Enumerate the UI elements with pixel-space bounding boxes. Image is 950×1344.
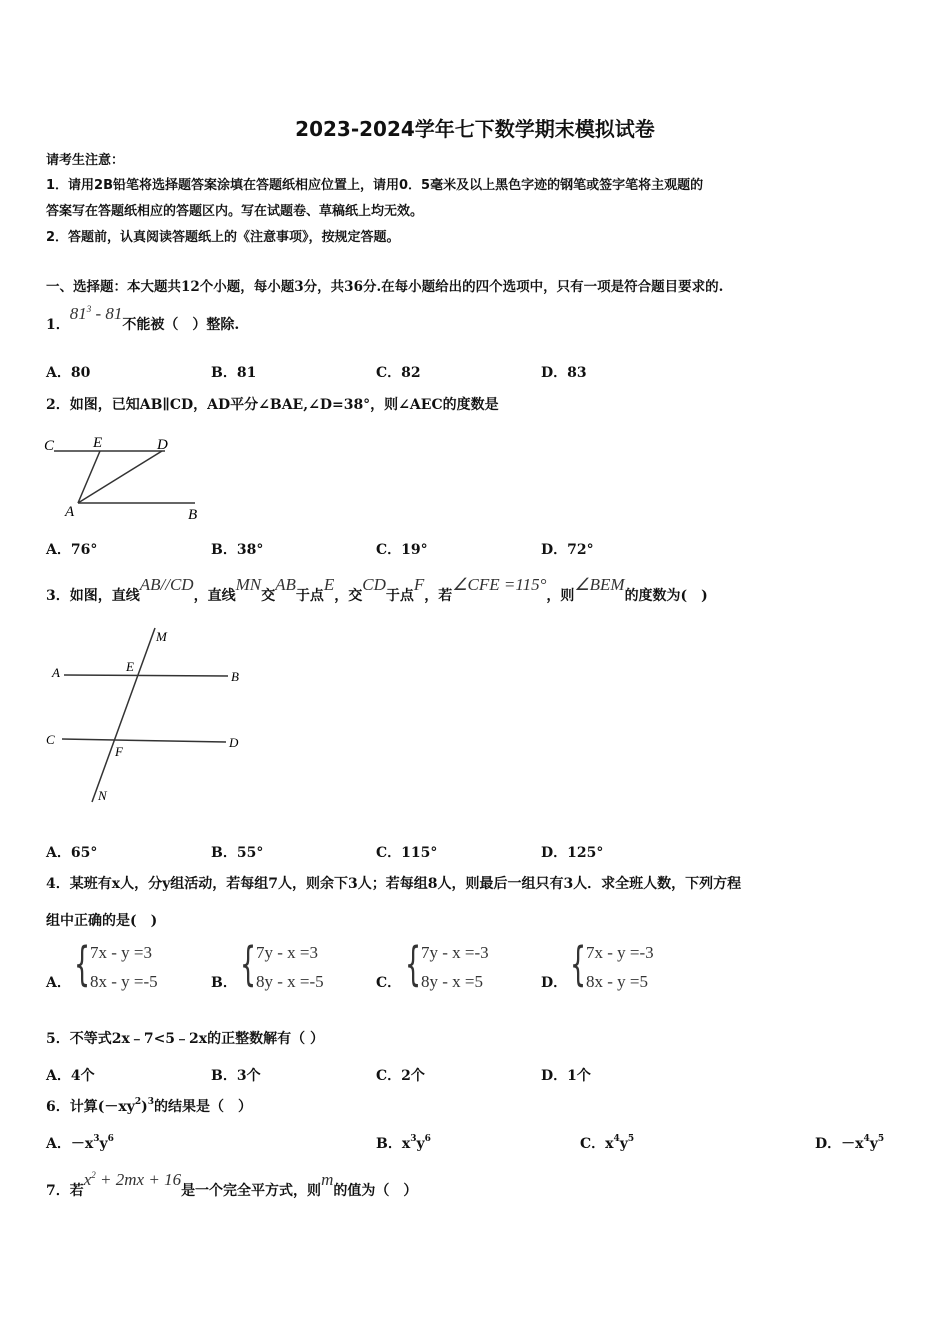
q7-text-2: 是一个完全平方式，则 <box>181 1183 322 1199</box>
label-c: C <box>46 732 55 747</box>
equation-2: 8x - y =5 <box>586 972 648 991</box>
q6-text-post: 的结果是（ ） <box>154 1099 253 1115</box>
exponent: 2 <box>91 1170 96 1180</box>
option-c[interactable]: C．82 <box>376 365 421 381</box>
option-c[interactable]: C．115° <box>376 845 438 861</box>
math-exponent: 3 <box>86 304 92 314</box>
label-a: A <box>65 504 75 520</box>
option-b[interactable]: B． <box>211 975 237 991</box>
exponent: 2 <box>134 1097 142 1107</box>
q3-text-9: 的度数为( ) <box>624 588 708 604</box>
label-n: N <box>98 788 107 803</box>
option-a[interactable]: A．4个 <box>46 1068 95 1084</box>
label-b: B <box>188 507 198 523</box>
label-m: M <box>156 629 167 644</box>
math-m: m <box>321 1170 334 1189</box>
question-5: 5．不等式2x﹣7<5﹣2x的正整数解有（ ） <box>46 1031 325 1047</box>
option-b[interactable]: B．55° <box>211 845 264 861</box>
math-mn: MN <box>235 575 262 594</box>
exponent: 3 <box>93 1134 100 1144</box>
label-a: A <box>52 665 60 680</box>
q7-text-3: 的值为（ ） <box>333 1183 418 1199</box>
option-c[interactable]: C． <box>376 975 402 991</box>
math-ab-parallel-cd: AB//CD <box>139 575 194 594</box>
brace-icon: { <box>405 937 422 991</box>
question-1 <box>46 304 240 334</box>
math-angle-bem: ∠BEM <box>574 575 625 594</box>
notice-line-1b: 答案写在答题纸相应的答题区内。写在试题卷、草稿纸上均无效。 <box>46 204 424 219</box>
exponent: 5 <box>627 1134 635 1144</box>
math-tail: - 81 <box>91 304 123 323</box>
label-e: E <box>93 435 103 451</box>
question-3 <box>46 575 708 605</box>
equation-1: 7x - y =3 <box>90 943 152 962</box>
option-text: C．x <box>580 1136 614 1152</box>
question-4-line-2: 组中正确的是( ) <box>46 913 158 929</box>
math-terms: + 2mx + 16 <box>95 1170 182 1189</box>
figure-q3 <box>40 622 260 812</box>
equation-2: 8y - x =5 <box>421 972 483 991</box>
option-text: B．x <box>376 1136 411 1152</box>
line-mn <box>92 628 155 802</box>
math-x: x <box>83 1170 92 1189</box>
option-b[interactable] <box>376 1133 431 1153</box>
line-cd <box>62 739 226 742</box>
option-text: y <box>869 1136 878 1152</box>
option-c[interactable]: C．2个 <box>376 1068 425 1084</box>
q7-text-1: 7．若 <box>46 1183 84 1199</box>
equation-2: 8x - y =-5 <box>90 972 158 991</box>
question-text: 不能被（ ）整除. <box>122 317 240 333</box>
q3-text-7: ，若 <box>424 588 453 604</box>
label-c: C <box>44 438 55 454</box>
brace-icon: { <box>74 937 91 991</box>
exponent: 4 <box>863 1134 870 1144</box>
option-text: y <box>99 1136 108 1152</box>
exponent: 5 <box>877 1134 885 1144</box>
option-a[interactable]: A．80 <box>46 365 91 381</box>
math-cd: CD <box>362 575 386 594</box>
question-4-line-1: 4．某班有x人，分y组活动，若每组7人，则余下3人；若每组8人，则最后一组只有3人．求全班人数，下列方程 <box>46 876 742 892</box>
label-b: B <box>231 669 239 684</box>
option-d[interactable]: D．83 <box>541 365 587 381</box>
exponent: 6 <box>107 1134 114 1144</box>
q3-text-2: ，直线 <box>193 588 236 604</box>
option-c[interactable] <box>580 1133 634 1153</box>
q3-text-6: 于点 <box>385 588 414 604</box>
notice-line-2: 2．答题前，认真阅读答题纸上的《注意事项》，按规定答题。 <box>46 230 400 245</box>
q3-text-8: ，则 <box>546 588 575 604</box>
equation-1: 7x - y =-3 <box>586 943 654 962</box>
equation-1: 7y - x =-3 <box>421 943 489 962</box>
option-a[interactable]: A．65° <box>46 845 98 861</box>
option-text: y <box>416 1136 425 1152</box>
notice-line-1a: 1．请用2B铅笔将选择题答案涂填在答题纸相应位置上，请用0．5毫米及以上黑色字迹的钢笔或签字笔将主观题的 <box>46 178 704 193</box>
equation-2: 8y - x =-5 <box>256 972 324 991</box>
question-2: 2．如图，已知AB∥CD，AD平分∠BAE,∠D=38°，则∠AEC的度数是 <box>46 397 499 413</box>
question-7 <box>46 1170 418 1200</box>
equation-1: 7y - x =3 <box>256 943 318 962</box>
math-angle-cfe: ∠CFE =115° <box>452 575 547 594</box>
q3-text-3: 交 <box>261 588 276 604</box>
page-title: 2023-2024学年七下数学期末模拟试卷 <box>295 117 655 141</box>
question-6 <box>46 1099 252 1116</box>
option-a[interactable]: A． <box>46 975 71 991</box>
math-ab: AB <box>275 575 296 594</box>
figure-q2 <box>40 430 220 525</box>
math-quadratic <box>84 1170 181 1189</box>
notice-heading: 请考生注意： <box>46 153 125 168</box>
exponent: 6 <box>424 1134 431 1144</box>
option-c[interactable]: C．19° <box>376 542 428 558</box>
option-a[interactable] <box>46 1133 114 1153</box>
option-b[interactable]: B．81 <box>211 365 257 381</box>
line-ae <box>78 451 100 503</box>
line-ad <box>78 451 162 503</box>
question-number: 1． <box>46 317 70 333</box>
q3-text-5: ，交 <box>334 588 363 604</box>
math-base: 81 <box>69 304 87 323</box>
option-b[interactable]: B．38° <box>211 542 264 558</box>
q3-text-4: 于点 <box>295 588 324 604</box>
line-ab <box>64 675 228 676</box>
math-f: F <box>413 575 425 594</box>
q6-text-mid: ) <box>141 1099 148 1115</box>
option-b[interactable]: B．3个 <box>211 1068 261 1084</box>
exponent: 3 <box>147 1097 155 1107</box>
option-d[interactable]: D． <box>541 975 568 991</box>
exponent: 3 <box>410 1134 417 1144</box>
option-d[interactable]: D．1个 <box>541 1068 591 1084</box>
brace-icon: { <box>570 937 587 991</box>
exponent: 4 <box>613 1134 620 1144</box>
section-heading: 一、选择题：本大题共12个小题，每小题3分，共36分.在每小题给出的四个选项中，只有一项是符合题目要求的. <box>46 279 724 295</box>
option-a[interactable]: A．76° <box>46 542 98 558</box>
label-d: D <box>157 437 168 453</box>
label-d: D <box>229 735 239 750</box>
option-text: A．－x <box>46 1136 94 1152</box>
option-d[interactable]: D．72° <box>541 542 594 558</box>
option-text: y <box>619 1136 628 1152</box>
option-d[interactable] <box>815 1133 884 1153</box>
q3-text-1: 3．如图，直线 <box>46 588 140 604</box>
label-e: E <box>126 659 134 674</box>
math-e: E <box>323 575 335 594</box>
brace-icon: { <box>240 937 257 991</box>
option-d[interactable]: D．125° <box>541 845 604 861</box>
label-f: F <box>115 744 123 759</box>
option-text: D．－x <box>815 1136 864 1152</box>
q6-text-pre: 6．计算(－xy <box>46 1099 135 1115</box>
